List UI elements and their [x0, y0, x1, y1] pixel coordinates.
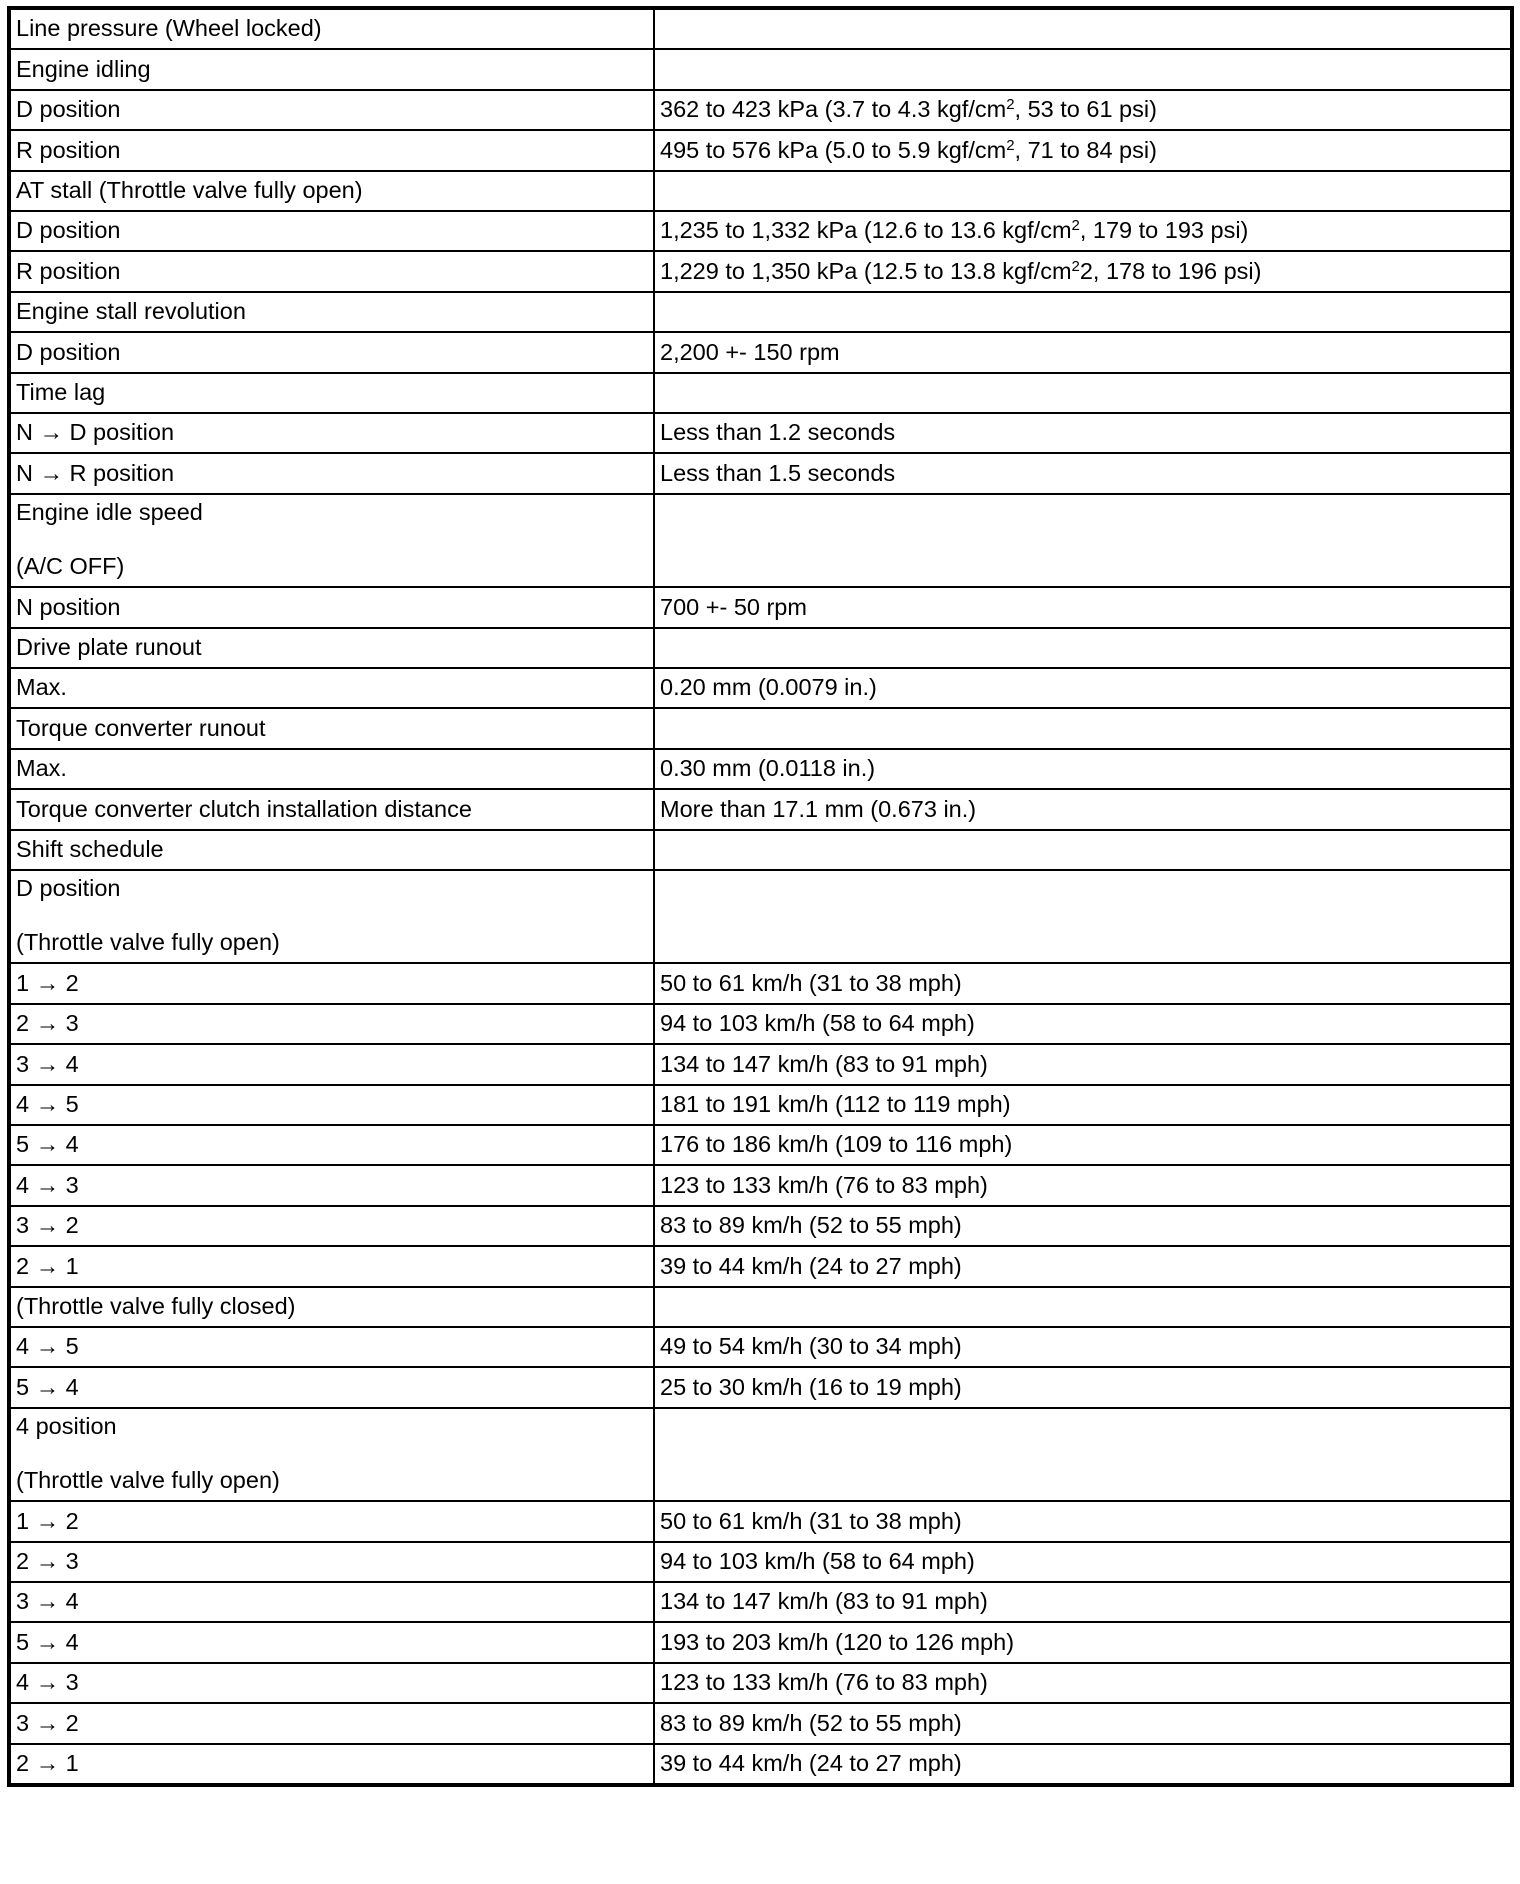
spec-item-cell — [9, 628, 654, 668]
spec-value-cell — [654, 413, 1512, 453]
table-row — [9, 130, 1512, 170]
spec-value-cell — [654, 1246, 1512, 1286]
spec-value-cell — [654, 587, 1512, 627]
table-row — [9, 1327, 1512, 1367]
spec-item-label: 4 position — [16, 1412, 117, 1439]
spec-item-label: Max. — [16, 674, 67, 701]
table-row — [9, 1287, 1512, 1327]
spec-value: 193 to 203 km/h (120 to 126 mph) — [660, 1628, 1015, 1655]
spec-item-cell — [9, 251, 654, 291]
table-row — [9, 1408, 1512, 1502]
spec-item-label: Time lag — [16, 378, 106, 405]
spec-value: 123 to 133 km/h (76 to 83 mph) — [660, 1171, 988, 1198]
spec-value-cell — [654, 1085, 1512, 1125]
spec-item-label: 4 → 5 — [16, 1091, 79, 1118]
spec-value-cell — [654, 1044, 1512, 1084]
spec-item-label: 3 → 4 — [16, 1588, 79, 1615]
spec-value: 495 to 576 kPa (5.0 to 5.9 kgf/cm — [660, 136, 1007, 163]
table-row — [9, 292, 1512, 332]
spec-item-label: 5 → 4 — [16, 1628, 79, 1655]
spec-value-cell — [654, 1744, 1512, 1785]
table-row — [9, 1663, 1512, 1703]
spec-value-continued: 2, 178 to 196 psi) — [1079, 257, 1262, 284]
spec-value-cell — [654, 1367, 1512, 1407]
spec-value: 50 to 61 km/h (31 to 38 mph) — [660, 969, 962, 996]
spec-item-label: (Throttle valve fully closed) — [16, 1292, 296, 1319]
specification-table-body — [9, 8, 1512, 1785]
spec-item-label: 5 → 4 — [16, 1373, 79, 1400]
spec-item-sublabel: (A/C OFF) — [16, 553, 125, 580]
spec-value: 700 +- 50 rpm — [660, 593, 807, 620]
spec-value-cell — [654, 8, 1512, 49]
spec-item-cell — [9, 8, 654, 49]
spec-value: 134 to 147 km/h (83 to 91 mph) — [660, 1050, 988, 1077]
spec-item-cell — [9, 1622, 654, 1662]
table-row — [9, 587, 1512, 627]
table-row — [9, 332, 1512, 372]
table-row — [9, 8, 1512, 49]
spec-item-cell — [9, 373, 654, 413]
spec-value-cell — [654, 749, 1512, 789]
spec-item-label: 4 → 5 — [16, 1333, 79, 1360]
spec-item-cell — [9, 1744, 654, 1785]
spec-value-cell — [654, 1663, 1512, 1703]
spec-value-cell — [654, 1703, 1512, 1743]
table-row — [9, 1165, 1512, 1205]
spec-item-cell — [9, 332, 654, 372]
spec-value-cell — [654, 251, 1512, 291]
spec-item-cell — [9, 1582, 654, 1622]
spec-value: 2,200 +- 150 rpm — [660, 338, 840, 365]
spec-value: 134 to 147 km/h (83 to 91 mph) — [660, 1588, 988, 1615]
table-row — [9, 749, 1512, 789]
spec-item-cell — [9, 1206, 654, 1246]
spec-value-cell — [654, 49, 1512, 89]
spec-item-label: Torque converter clutch installation distance — [16, 795, 472, 822]
spec-value-cell — [654, 90, 1512, 130]
spec-item-cell — [9, 1663, 654, 1703]
unit-superscript: 2 — [1006, 136, 1015, 154]
spec-item-cell — [9, 292, 654, 332]
spec-value-cell — [654, 668, 1512, 708]
spec-item-cell — [9, 963, 654, 1003]
spec-item-label: Engine idling — [16, 55, 151, 82]
table-row — [9, 628, 1512, 668]
table-row — [9, 90, 1512, 130]
spec-value-cell — [654, 628, 1512, 668]
spec-item-cell — [9, 830, 654, 870]
spec-item-sublabel: (Throttle valve fully open) — [16, 929, 280, 956]
spec-item-label: 2 → 1 — [16, 1750, 79, 1776]
table-row — [9, 494, 1512, 588]
spec-item-cell — [9, 708, 654, 748]
spec-value: 83 to 89 km/h (52 to 55 mph) — [660, 1709, 962, 1736]
spec-value-cell — [654, 211, 1512, 251]
table-row — [9, 1582, 1512, 1622]
spec-item-cell — [9, 1085, 654, 1125]
spec-item-label: Shift schedule — [16, 835, 164, 862]
spec-item-cell — [9, 749, 654, 789]
spec-item-label: Engine idle speed — [16, 498, 203, 525]
spec-value: 0.20 mm (0.0079 in.) — [660, 674, 877, 701]
table-row — [9, 171, 1512, 211]
spec-item-label: 4 → 3 — [16, 1171, 79, 1198]
spec-item-cell — [9, 494, 654, 588]
table-row — [9, 1542, 1512, 1582]
spec-item-cell — [9, 171, 654, 211]
table-row — [9, 373, 1512, 413]
spec-item-label: D position — [16, 874, 121, 901]
spec-value: 50 to 61 km/h (31 to 38 mph) — [660, 1507, 962, 1534]
spec-item-label: 2 → 3 — [16, 1548, 79, 1575]
table-row — [9, 251, 1512, 291]
spec-value-cell — [654, 1125, 1512, 1165]
specification-table — [7, 6, 1514, 1787]
spec-item-label: Torque converter runout — [16, 714, 266, 741]
spec-value: 39 to 44 km/h (24 to 27 mph) — [660, 1252, 962, 1279]
table-row — [9, 1044, 1512, 1084]
spec-item-cell — [9, 49, 654, 89]
table-row — [9, 211, 1512, 251]
spec-item-cell — [9, 453, 654, 493]
table-row — [9, 668, 1512, 708]
spec-value: 176 to 186 km/h (109 to 116 mph) — [660, 1131, 1013, 1158]
spec-item-label: 4 → 3 — [16, 1669, 79, 1696]
table-row — [9, 870, 1512, 964]
table-row — [9, 1085, 1512, 1125]
spec-item-label: Drive plate runout — [16, 634, 202, 661]
spec-item-label: 3 → 2 — [16, 1212, 79, 1239]
unit-superscript: 2 — [1071, 257, 1080, 275]
spec-value-cell — [654, 1165, 1512, 1205]
spec-item-label: 2 → 3 — [16, 1010, 79, 1037]
spec-value-cell — [654, 332, 1512, 372]
spec-item-cell — [9, 1408, 654, 1502]
spec-item-cell — [9, 1004, 654, 1044]
table-row — [9, 1004, 1512, 1044]
spec-item-cell — [9, 130, 654, 170]
spec-value: 362 to 423 kPa (3.7 to 4.3 kgf/cm — [660, 96, 1007, 123]
spec-item-label: AT stall (Throttle valve fully open) — [16, 177, 363, 203]
unit-superscript: 2 — [1006, 96, 1015, 114]
spec-value-cell — [654, 1501, 1512, 1541]
spec-value-cell — [654, 1206, 1512, 1246]
table-row — [9, 789, 1512, 829]
spec-item-label: Engine stall revolution — [16, 298, 246, 325]
spec-item-cell — [9, 1125, 654, 1165]
spec-value-cell — [654, 292, 1512, 332]
spec-item-label: D position — [16, 338, 121, 365]
spec-value: 1,229 to 1,350 kPa (12.5 to 13.8 kgf/cm — [660, 257, 1072, 284]
spec-value: Less than 1.2 seconds — [660, 419, 896, 446]
table-row — [9, 413, 1512, 453]
spec-item-label: Max. — [16, 755, 67, 782]
spec-value-cell — [654, 1622, 1512, 1662]
table-row — [9, 708, 1512, 748]
spec-item-cell — [9, 413, 654, 453]
spec-item-cell — [9, 1703, 654, 1743]
spec-value-continued: , 53 to 61 psi) — [1014, 96, 1157, 123]
spec-item-cell — [9, 90, 654, 130]
spec-value: 1,235 to 1,332 kPa (12.6 to 13.6 kgf/cm — [660, 217, 1072, 244]
spec-item-label: N position — [16, 593, 121, 620]
spec-value-cell — [654, 1408, 1512, 1502]
spec-item-cell — [9, 668, 654, 708]
spec-value: 49 to 54 km/h (30 to 34 mph) — [660, 1333, 962, 1360]
spec-value-cell — [654, 1542, 1512, 1582]
spec-item-cell — [9, 1501, 654, 1541]
table-row — [9, 963, 1512, 1003]
spec-value-cell — [654, 1004, 1512, 1044]
table-row — [9, 1622, 1512, 1662]
spec-value-continued: , 71 to 84 psi) — [1014, 136, 1157, 163]
table-row — [9, 1744, 1512, 1785]
spec-item-cell — [9, 870, 654, 964]
spec-item-cell — [9, 1367, 654, 1407]
spec-item-cell — [9, 1327, 654, 1367]
table-row — [9, 1125, 1512, 1165]
spec-value-cell — [654, 708, 1512, 748]
spec-item-label: N → D position — [16, 419, 175, 446]
spec-value: More than 17.1 mm (0.673 in.) — [660, 795, 977, 822]
spec-value: 39 to 44 km/h (24 to 27 mph) — [660, 1750, 962, 1776]
spec-item-cell — [9, 1044, 654, 1084]
spec-item-cell — [9, 211, 654, 251]
spec-value-cell — [654, 171, 1512, 211]
table-row — [9, 1501, 1512, 1541]
spec-value-cell — [654, 1582, 1512, 1622]
spec-value-cell — [654, 453, 1512, 493]
table-row — [9, 49, 1512, 89]
spec-item-cell — [9, 1246, 654, 1286]
spec-value-cell — [654, 130, 1512, 170]
spec-value-cell — [654, 373, 1512, 413]
spec-value: 94 to 103 km/h (58 to 64 mph) — [660, 1548, 975, 1575]
spec-value: 0.30 mm (0.0118 in.) — [660, 755, 876, 782]
spec-item-label: N → R position — [16, 459, 175, 486]
spec-item-cell — [9, 1287, 654, 1327]
spec-item-label: R position — [16, 257, 121, 284]
spec-item-label: R position — [16, 136, 121, 163]
spec-item-label: 1 → 2 — [16, 969, 79, 996]
spec-item-label: 1 → 2 — [16, 1507, 79, 1534]
spec-value: 94 to 103 km/h (58 to 64 mph) — [660, 1010, 975, 1037]
table-row — [9, 1246, 1512, 1286]
spec-item-label: 2 → 1 — [16, 1252, 79, 1279]
unit-superscript: 2 — [1071, 217, 1080, 235]
spec-value: 123 to 133 km/h (76 to 83 mph) — [660, 1669, 988, 1696]
spec-value-cell — [654, 789, 1512, 829]
spec-item-label: D position — [16, 96, 121, 123]
table-row — [9, 1367, 1512, 1407]
spec-value: Less than 1.5 seconds — [660, 459, 896, 486]
spec-value-cell — [654, 494, 1512, 588]
spec-value-continued: , 179 to 193 psi) — [1079, 217, 1249, 244]
spec-item-label: D position — [16, 217, 121, 244]
table-row — [9, 830, 1512, 870]
table-row — [9, 453, 1512, 493]
spec-value: 181 to 191 km/h (112 to 119 mph) — [660, 1091, 1011, 1118]
spec-value-cell — [654, 870, 1512, 964]
spec-value-cell — [654, 830, 1512, 870]
spec-item-cell — [9, 1542, 654, 1582]
spec-item-cell — [9, 587, 654, 627]
spec-item-sublabel: (Throttle valve fully open) — [16, 1467, 280, 1494]
spec-item-label: 5 → 4 — [16, 1131, 79, 1158]
spec-value-cell — [654, 963, 1512, 1003]
spec-item-label: 3 → 2 — [16, 1709, 79, 1736]
spec-value-cell — [654, 1287, 1512, 1327]
spec-value: 25 to 30 km/h (16 to 19 mph) — [660, 1373, 962, 1400]
spec-item-cell — [9, 1165, 654, 1205]
spec-item-cell — [9, 789, 654, 829]
spec-value-cell — [654, 1327, 1512, 1367]
table-row — [9, 1703, 1512, 1743]
table-row — [9, 1206, 1512, 1246]
spec-item-label: 3 → 4 — [16, 1050, 79, 1077]
spec-item-label: Line pressure (Wheel locked) — [16, 15, 322, 42]
spec-value: 83 to 89 km/h (52 to 55 mph) — [660, 1212, 962, 1239]
